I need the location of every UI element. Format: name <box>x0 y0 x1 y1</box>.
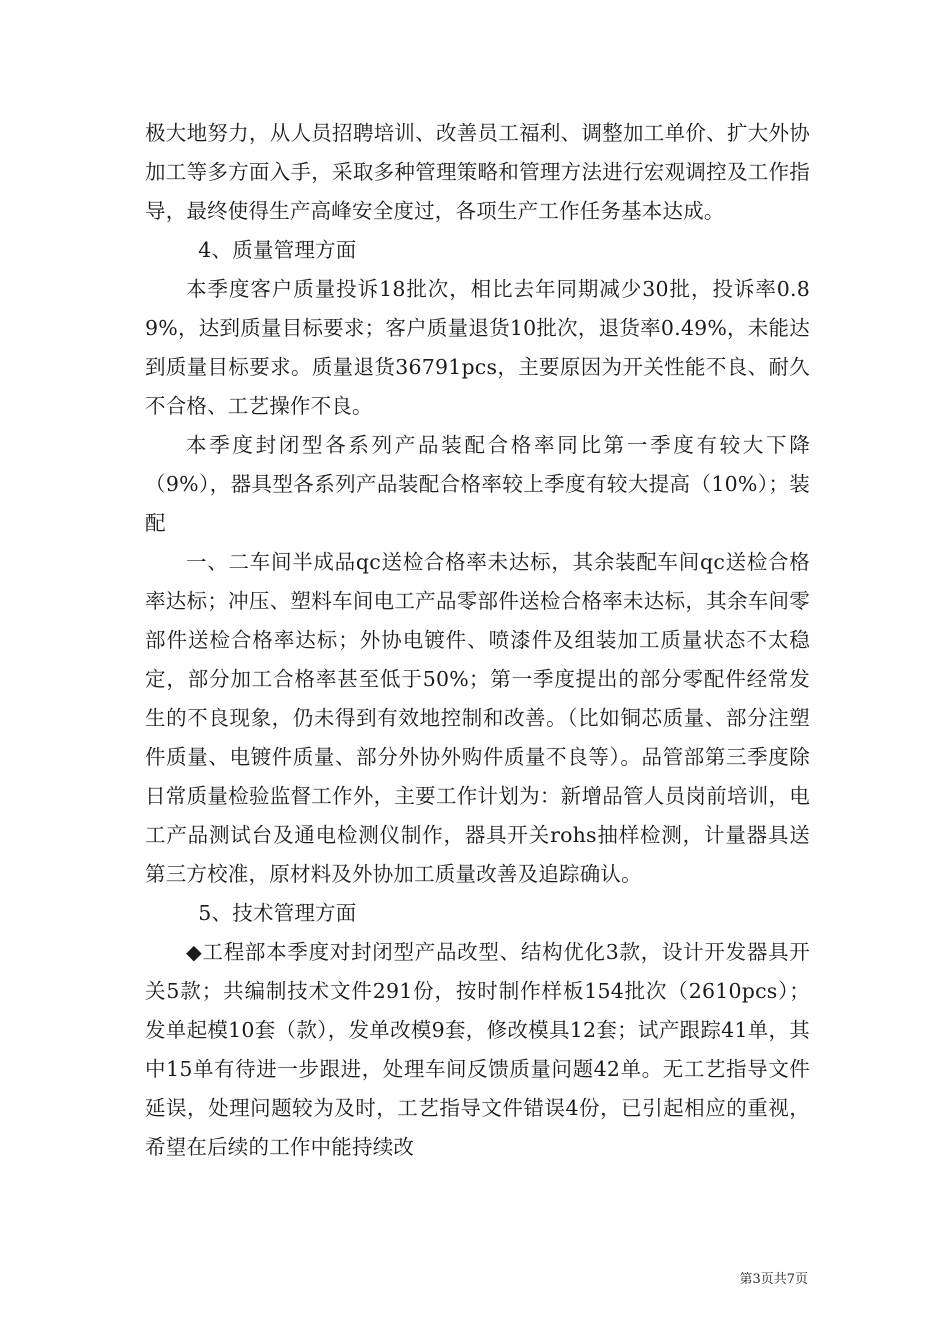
paragraph-production-summary: 极大地努力，从人员招聘培训、改善员工福利、调整加工单价、扩大外协加工等多方面入手，采取多种管理策略和管理方法进行宏观调控及工作指导，最终使得生产高峰安全度过，各项生产工作任务基本达成。 <box>145 121 810 223</box>
paragraph-inspection-status: 一、二车间半成品qc送检合格率未达标，其余装配车间qc送检合格率达标；冲压、塑料车间电工产品零部件送检合格率未达标，其余车间零部件送检合格率达标；外协电镀件、喷漆件及组装加工质量状态不太稳定，部分加工合格率甚至低于50%；第一季度提出的部分零配件经常发生的不良现象，仍未得到有效地控制和改善。（比如铜芯质量、部分注塑件质量、电镀件质量、部分外协外购件质量不良等）。品管部第三季度除日常质量检验监督工作外，主要工作计划为：新增品管人员岗前培训，电工产品测试台及通电检测仪制作，器具开关rohs抽样检测，计量器具送第三方校准，原材料及外协加工质量改善及追踪确认。 <box>145 550 811 886</box>
paragraph-customer-complaints: 本季度客户质量投诉18批次，相比去年同期减少30批，投诉率0.89%，达到质量目标要求；客户质量退货10批次，退货率0.49%，未能达到质量目标要求。质量退货36791pcs，主要原因为开关性能不良、耐久不合格、工艺操作不良。 <box>145 277 810 418</box>
section-heading-quality: 4、质量管理方面 <box>198 238 357 262</box>
paragraph-assembly-pass-rate: 本季度封闭型各系列产品装配合格率同比第一季度有较大下降（9%），器具型各系列产品装配合格率较上季度有较大提高（10%）；装配 <box>145 433 810 535</box>
paragraph-engineering-work: ◆工程部本季度对封闭型产品改型、结构优化3款，设计开发器具开关5款；共编制技术文件291份，按时制作样板154批次（2610pcs）；发单起模10套（款），发单改模9套，修改模具12套；试产跟踪41单，其中15单有待进一步跟进，处理车间反馈质量问题42单。无工艺指导文件延误，处理问题较为及时，工艺指导文件错误4份，已引起相应的重视，希望在后续的工作中能持续改 <box>145 940 810 1159</box>
section-heading-technical: 5、技术管理方面 <box>198 901 357 925</box>
document-body <box>145 114 810 1167</box>
page-number-footer: 第3页共7页 <box>739 1272 808 1287</box>
